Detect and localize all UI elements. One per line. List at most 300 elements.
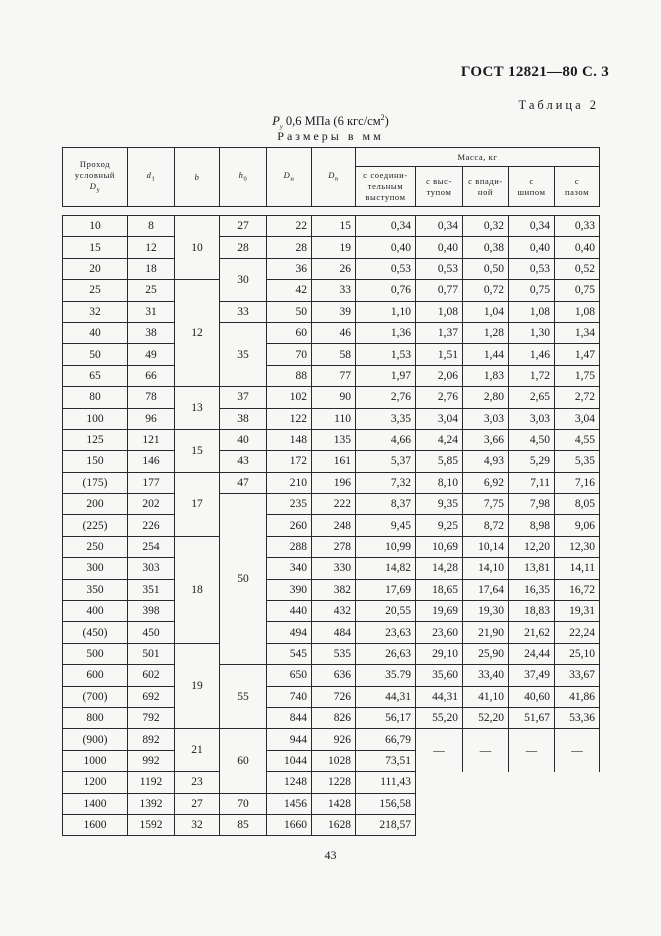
cell-mass-protrusion: 0,40: [416, 237, 463, 258]
cell-mass-groove: 1,47: [555, 344, 600, 365]
cell-mass-recess: 0,32: [463, 216, 509, 237]
cell-dv: 46: [312, 322, 356, 343]
header-dn: [63, 148, 128, 207]
cell-dv: 330: [312, 558, 356, 579]
table-row: [63, 772, 600, 793]
cell-mass-tongue: 4,50: [509, 429, 555, 450]
cell-mass-recess: 8,72: [463, 515, 509, 536]
cell-mass-protrusion-dash: —: [416, 729, 463, 772]
cell-mass-tongue: 7,11: [509, 472, 555, 493]
cell-b: 12: [175, 280, 220, 387]
cell-dv: 1028: [312, 750, 356, 771]
cell-dn: 1200: [63, 772, 128, 793]
cell-dn-outer: 235: [267, 494, 312, 515]
cell-d1: 38: [128, 322, 175, 343]
cell-b: 19: [175, 643, 220, 729]
cell-b: 32: [175, 814, 220, 835]
cell-dv: 1628: [312, 814, 356, 835]
cell-mass-recess: 1,28: [463, 322, 509, 343]
cell-mass-groove: 2,72: [555, 387, 600, 408]
cell-h: 47: [220, 472, 267, 493]
table-row: [63, 408, 600, 429]
cell-mass-groove: 12,30: [555, 536, 600, 557]
table-row: [63, 258, 600, 279]
cell-mass-connecting: 3,35: [356, 408, 416, 429]
cell-dn-outer: 944: [267, 729, 312, 750]
cell-d1: 692: [128, 686, 175, 707]
header-dnout-sub: н: [290, 175, 295, 183]
cell-mass-tongue: 13,81: [509, 558, 555, 579]
cell-dv: 926: [312, 729, 356, 750]
cell-d1: 18: [128, 258, 175, 279]
table-row: [63, 365, 600, 386]
cell-dv: 77: [312, 365, 356, 386]
cell-mass-protrusion: 0,77: [416, 280, 463, 301]
cell-mass-tongue: 5,29: [509, 451, 555, 472]
cell-dn: 150: [63, 451, 128, 472]
cell-mass-connecting: 8,37: [356, 494, 416, 515]
cell-h: 35: [220, 322, 267, 386]
cell-b: 18: [175, 536, 220, 643]
table-row: [63, 515, 600, 536]
cell-mass-groove: 25,10: [555, 643, 600, 664]
cell-mass-connecting: 156,58: [356, 793, 416, 814]
cell-mass-recess: 17,64: [463, 579, 509, 600]
cell-mass-groove: 4,55: [555, 429, 600, 450]
cell-dn: 500: [63, 643, 128, 664]
header-mass5-line2: пазом: [564, 186, 590, 197]
cell-mass-tongue: 8,98: [509, 515, 555, 536]
cell-d1: 892: [128, 729, 175, 750]
cell-h: 43: [220, 451, 267, 472]
header-h-symbol: h: [238, 169, 244, 180]
header-mass-tongue: [509, 167, 555, 207]
cell-mass-protrusion: 55,20: [416, 707, 463, 728]
cell-mass-tongue: 2,65: [509, 387, 555, 408]
cell-h: 27: [220, 216, 267, 237]
table-row: [63, 344, 600, 365]
cell-h: 60: [220, 729, 267, 793]
cell-dn: 400: [63, 601, 128, 622]
cell-mass-protrusion: 1,37: [416, 322, 463, 343]
cell-mass-groove: 41,86: [555, 686, 600, 707]
cell-dv: 278: [312, 536, 356, 557]
cell-d1: 12: [128, 237, 175, 258]
table-row: [63, 707, 600, 728]
cell-dn-outer: 390: [267, 579, 312, 600]
header-dnout-symbol: D: [283, 169, 291, 180]
cell-mass-groove: 0,33: [555, 216, 600, 237]
cell-dn-outer: 650: [267, 665, 312, 686]
cell-mass-connecting: 111,43: [356, 772, 416, 793]
header-h: [220, 148, 267, 207]
cell-d1: 1592: [128, 814, 175, 835]
header-mass3-line1: с впади-: [468, 175, 503, 186]
cell-d1: 602: [128, 665, 175, 686]
cell-dv: 636: [312, 665, 356, 686]
cell-mass-tongue: 0,75: [509, 280, 555, 301]
cell-d1: 66: [128, 365, 175, 386]
cell-mass-tongue-dash: —: [509, 729, 555, 772]
header-dn-line2: условный: [74, 169, 116, 180]
cell-mass-connecting: 73,51: [356, 750, 416, 771]
cell-dv: 15: [312, 216, 356, 237]
cell-mass-connecting: 2,76: [356, 387, 416, 408]
header-mass2-line2: тупом: [426, 186, 452, 197]
cell-d1: 177: [128, 472, 175, 493]
cell-d1: 202: [128, 494, 175, 515]
cell-dn: 65: [63, 365, 128, 386]
cell-dv: 726: [312, 686, 356, 707]
header-mass1-line2: тельным: [367, 181, 404, 192]
cell-mass-connecting: 56,17: [356, 707, 416, 728]
cell-mass-recess: 0,72: [463, 280, 509, 301]
header-mass5-line1: с: [574, 175, 580, 186]
cell-mass-connecting: 218,57: [356, 814, 416, 835]
cell-mass-recess: 19,30: [463, 601, 509, 622]
header-dn-symbol: D: [89, 180, 97, 191]
cell-d1: 501: [128, 643, 175, 664]
pressure-close: ): [384, 114, 389, 129]
table-label: Таблица 2: [518, 98, 599, 112]
cell-mass-groove: 53,36: [555, 707, 600, 728]
cell-mass-groove: 3,04: [555, 408, 600, 429]
table-row: [63, 622, 600, 643]
cell-mass-protrusion: 23,60: [416, 622, 463, 643]
header-mass1-line1: с соедини-: [363, 170, 408, 181]
cell-d1: 254: [128, 536, 175, 557]
cell-mass-protrusion: 18,65: [416, 579, 463, 600]
cell-mass-protrusion: 0,34: [416, 216, 463, 237]
cell-mass-tongue: 7,98: [509, 494, 555, 515]
cell-dn-outer: 122: [267, 408, 312, 429]
cell-dn-outer: 42: [267, 280, 312, 301]
cell-mass-connecting: 4,66: [356, 429, 416, 450]
cell-dv: 248: [312, 515, 356, 536]
cell-d1: 78: [128, 387, 175, 408]
page-number: 43: [324, 848, 337, 862]
cell-dn-outer: 340: [267, 558, 312, 579]
cell-mass-recess: 6,92: [463, 472, 509, 493]
cell-dn-outer: 88: [267, 365, 312, 386]
header-mass-protrusion: [416, 167, 463, 207]
cell-mass-recess: 3,66: [463, 429, 509, 450]
header-h-sub: 0: [243, 175, 248, 183]
cell-d1: 96: [128, 408, 175, 429]
cell-dv: 39: [312, 301, 356, 322]
cell-mass-protrusion: 9,25: [416, 515, 463, 536]
table-row: [63, 643, 600, 664]
header-dv-sub: в: [335, 175, 339, 183]
cell-mass-groove: 5,35: [555, 451, 600, 472]
cell-dn-outer: 28: [267, 237, 312, 258]
table-row: [63, 429, 600, 450]
cell-dv: 90: [312, 387, 356, 408]
pressure-symbol: P: [272, 114, 280, 129]
cell-mass-groove: 8,05: [555, 494, 600, 515]
cell-mass-protrusion: 35,60: [416, 665, 463, 686]
cell-dn-outer: 50: [267, 301, 312, 322]
cell-mass-protrusion: 1,51: [416, 344, 463, 365]
cell-mass-recess: 10,14: [463, 536, 509, 557]
cell-d1: 121: [128, 429, 175, 450]
cell-dn: 20: [63, 258, 128, 279]
header-dn-sub: y: [96, 186, 101, 194]
cell-mass-tongue: 0,53: [509, 258, 555, 279]
cell-dn-outer: 740: [267, 686, 312, 707]
cell-mass-connecting: 7,32: [356, 472, 416, 493]
cell-mass-connecting: 20,55: [356, 601, 416, 622]
cell-dn-outer: 148: [267, 429, 312, 450]
cell-mass-groove: 0,52: [555, 258, 600, 279]
cell-mass-protrusion: 3,04: [416, 408, 463, 429]
cell-h: 28: [220, 237, 267, 258]
cell-d1: 226: [128, 515, 175, 536]
header-mass2-line1: с выс-: [426, 175, 452, 186]
header-dn-outer: [267, 148, 312, 207]
cell-dv: 33: [312, 280, 356, 301]
cell-mass-recess: 7,75: [463, 494, 509, 515]
cell-dv: 222: [312, 494, 356, 515]
cell-dn: 350: [63, 579, 128, 600]
cell-dn-outer: 22: [267, 216, 312, 237]
cell-mass-tongue: 0,40: [509, 237, 555, 258]
cell-mass-empty: [555, 772, 600, 836]
cell-mass-protrusion: 19,69: [416, 601, 463, 622]
cell-dn: 80: [63, 387, 128, 408]
document-title: ГОСТ 12821—80 С. 3: [460, 64, 609, 80]
cell-dn-outer: 36: [267, 258, 312, 279]
cell-h: 85: [220, 814, 267, 835]
header-b: [175, 148, 220, 207]
cell-dn: (225): [63, 515, 128, 536]
cell-mass-protrusion: 1,08: [416, 301, 463, 322]
cell-mass-protrusion: 4,24: [416, 429, 463, 450]
header-d1: [128, 148, 175, 207]
cell-dn-outer: 172: [267, 451, 312, 472]
cell-mass-recess: 2,80: [463, 387, 509, 408]
cell-dn-outer: 1248: [267, 772, 312, 793]
cell-mass-recess: 1,04: [463, 301, 509, 322]
header-mass3-line2: ной: [477, 186, 494, 197]
cell-dn-outer: 545: [267, 643, 312, 664]
cell-dn: 800: [63, 707, 128, 728]
cell-mass-connecting: 5,37: [356, 451, 416, 472]
cell-mass-connecting: 35.79: [356, 665, 416, 686]
cell-mass-recess: 41,10: [463, 686, 509, 707]
cell-b: 13: [175, 387, 220, 430]
cell-mass-groove: 1,34: [555, 322, 600, 343]
cell-dn-outer: 102: [267, 387, 312, 408]
cell-mass-protrusion: 5,85: [416, 451, 463, 472]
cell-dv: 135: [312, 429, 356, 450]
cell-h: 37: [220, 387, 267, 408]
cell-h: 33: [220, 301, 267, 322]
cell-mass-groove: 1,75: [555, 365, 600, 386]
cell-mass-recess: 1,44: [463, 344, 509, 365]
table-row: [63, 472, 600, 493]
cell-mass-connecting: 1,97: [356, 365, 416, 386]
cell-mass-groove: 22,24: [555, 622, 600, 643]
cell-mass-connecting: 1,53: [356, 344, 416, 365]
cell-mass-tongue: 16,35: [509, 579, 555, 600]
cell-dn-outer: 70: [267, 344, 312, 365]
cell-b: 10: [175, 216, 220, 280]
cell-dn: 10: [63, 216, 128, 237]
cell-dn: 300: [63, 558, 128, 579]
header-d1-symbol: d: [146, 169, 152, 180]
cell-mass-empty: [509, 772, 555, 836]
cell-mass-recess: 52,20: [463, 707, 509, 728]
cell-dn-outer: 1044: [267, 750, 312, 771]
cell-dv: 826: [312, 707, 356, 728]
cell-mass-groove-dash: —: [555, 729, 600, 772]
cell-mass-protrusion: 8,10: [416, 472, 463, 493]
cell-mass-tongue: 1,72: [509, 365, 555, 386]
cell-dv: 535: [312, 643, 356, 664]
pressure-superscript: 2: [380, 113, 385, 122]
header-spacer-row: [63, 207, 600, 216]
table-row: [63, 216, 600, 237]
cell-d1: 992: [128, 750, 175, 771]
cell-dv: 1428: [312, 793, 356, 814]
cell-mass-connecting: 17,69: [356, 579, 416, 600]
cell-b: 27: [175, 793, 220, 814]
cell-mass-groove: 33,67: [555, 665, 600, 686]
cell-h: 70: [220, 793, 267, 814]
cell-dn: 1000: [63, 750, 128, 771]
cell-h: 38: [220, 408, 267, 429]
table-row: [63, 601, 600, 622]
cell-d1: 351: [128, 579, 175, 600]
cell-d1: 303: [128, 558, 175, 579]
cell-mass-recess: 1,83: [463, 365, 509, 386]
header-dv-symbol: D: [328, 169, 336, 180]
table-row: [63, 322, 600, 343]
table-header: [63, 148, 600, 216]
cell-b: 23: [175, 772, 220, 793]
cell-mass-recess: 21,90: [463, 622, 509, 643]
table-row: [63, 579, 600, 600]
pressure-subscript: y: [279, 123, 283, 131]
header-dv: [312, 148, 356, 207]
cell-mass-tongue: 18,83: [509, 601, 555, 622]
header-dn-line1: Проход: [79, 158, 111, 169]
cell-dn-outer: 494: [267, 622, 312, 643]
header-mass-groove: [555, 167, 600, 207]
table-row: [63, 686, 600, 707]
cell-h: 30: [220, 258, 267, 301]
cell-dn: 32: [63, 301, 128, 322]
cell-mass-protrusion: 9,35: [416, 494, 463, 515]
cell-dn-outer: 1660: [267, 814, 312, 835]
cell-dv: 58: [312, 344, 356, 365]
cell-d1: 25: [128, 280, 175, 301]
table-row: [63, 494, 600, 515]
table-row: [63, 729, 600, 750]
cell-mass-protrusion: 2,76: [416, 387, 463, 408]
cell-d1: 1192: [128, 772, 175, 793]
header-mass4-line1: с: [529, 175, 534, 186]
cell-mass-recess: 4,93: [463, 451, 509, 472]
table-body: [63, 216, 600, 836]
cell-mass-recess-dash: —: [463, 729, 509, 772]
cell-mass-tongue: 0,34: [509, 216, 555, 237]
cell-dn: 250: [63, 536, 128, 557]
cell-mass-protrusion: 44,31: [416, 686, 463, 707]
header-mass-connecting: [356, 167, 416, 207]
cell-b: 15: [175, 429, 220, 472]
cell-dv: 382: [312, 579, 356, 600]
table-row: [63, 665, 600, 686]
cell-dn: 40: [63, 322, 128, 343]
cell-mass-tongue: 3,03: [509, 408, 555, 429]
cell-mass-connecting: 1,36: [356, 322, 416, 343]
cell-d1: 49: [128, 344, 175, 365]
header-mass-recess: [463, 167, 509, 207]
table-row: [63, 451, 600, 472]
cell-dn-outer: 210: [267, 472, 312, 493]
cell-mass-recess: 25,90: [463, 643, 509, 664]
cell-mass-tongue: 1,08: [509, 301, 555, 322]
table-row: [63, 536, 600, 557]
cell-mass-connecting: 44,31: [356, 686, 416, 707]
cell-h: 50: [220, 494, 267, 665]
cell-h: 55: [220, 665, 267, 729]
flange-dimensions-table: [62, 147, 600, 836]
cell-dv: 26: [312, 258, 356, 279]
cell-d1: 1392: [128, 793, 175, 814]
cell-mass-connecting: 0,34: [356, 216, 416, 237]
cell-dn: 125: [63, 429, 128, 450]
cell-dn-outer: 260: [267, 515, 312, 536]
cell-dv: 110: [312, 408, 356, 429]
cell-mass-groove: 19,31: [555, 601, 600, 622]
cell-mass-tongue: 1,30: [509, 322, 555, 343]
header-mass4-line2: шипом: [517, 186, 546, 197]
cell-mass-connecting: 0,53: [356, 258, 416, 279]
cell-mass-groove: 16,72: [555, 579, 600, 600]
cell-mass-connecting: 23,63: [356, 622, 416, 643]
cell-dn: (900): [63, 729, 128, 750]
cell-mass-recess: 14,10: [463, 558, 509, 579]
table-row: [63, 558, 600, 579]
cell-d1: 398: [128, 601, 175, 622]
cell-mass-protrusion: 2,06: [416, 365, 463, 386]
cell-mass-recess: 3,03: [463, 408, 509, 429]
dimensions-caption: Размеры в мм: [277, 129, 384, 143]
cell-dn-outer: 440: [267, 601, 312, 622]
cell-dn: (175): [63, 472, 128, 493]
cell-dn: (450): [63, 622, 128, 643]
cell-mass-connecting: 0,76: [356, 280, 416, 301]
cell-d1: 792: [128, 707, 175, 728]
table-row: [63, 301, 600, 322]
cell-mass-groove: 7,16: [555, 472, 600, 493]
cell-d1: 146: [128, 451, 175, 472]
cell-dn: 50: [63, 344, 128, 365]
cell-mass-tongue: 12,20: [509, 536, 555, 557]
cell-mass-groove: 0,40: [555, 237, 600, 258]
cell-mass-connecting: 26,63: [356, 643, 416, 664]
cell-mass-groove: 14,11: [555, 558, 600, 579]
cell-dv: 19: [312, 237, 356, 258]
cell-dv: 1228: [312, 772, 356, 793]
cell-dn: (700): [63, 686, 128, 707]
cell-mass-groove: 9,06: [555, 515, 600, 536]
cell-mass-groove: 1,08: [555, 301, 600, 322]
cell-dn-outer: 1456: [267, 793, 312, 814]
